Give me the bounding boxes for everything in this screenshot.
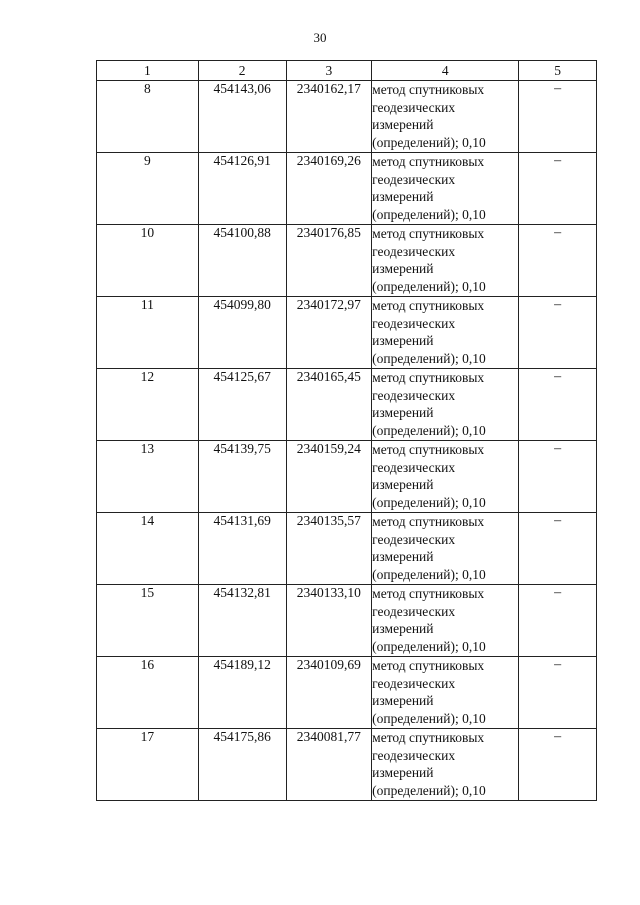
x-coordinate-cell: 454125,67 bbox=[198, 369, 286, 441]
method-cell bbox=[372, 657, 519, 729]
point-number-cell: 9 bbox=[97, 153, 199, 225]
table-row bbox=[97, 441, 597, 513]
point-number-cell: 8 bbox=[97, 81, 199, 153]
method-cell bbox=[372, 585, 519, 657]
x-coordinate-cell: 454132,81 bbox=[198, 585, 286, 657]
column-5-cell: – bbox=[519, 657, 597, 729]
x-coordinate-cell: 454099,80 bbox=[198, 297, 286, 369]
point-number-cell: 16 bbox=[97, 657, 199, 729]
column-5-cell: – bbox=[519, 585, 597, 657]
point-number-cell: 13 bbox=[97, 441, 199, 513]
method-line: (определений); 0,10 bbox=[372, 566, 486, 582]
method-line: метод спутниковых bbox=[372, 154, 485, 169]
table-row bbox=[97, 657, 597, 729]
y-coordinate-cell: 2340159,24 bbox=[286, 441, 372, 513]
y-coordinate-cell: 2340165,45 bbox=[286, 369, 372, 441]
table-body bbox=[97, 61, 597, 801]
method-line: геодезических bbox=[372, 387, 456, 403]
method-line: (определений); 0,10 bbox=[372, 782, 486, 798]
method-line: измерений bbox=[372, 693, 434, 709]
method-line: метод спутниковых bbox=[372, 586, 485, 601]
method-line: измерений bbox=[372, 261, 434, 277]
method-cell bbox=[372, 369, 519, 441]
method-line: (определений); 0,10 bbox=[372, 494, 486, 510]
table-row bbox=[97, 513, 597, 585]
method-line: метод спутниковых bbox=[372, 658, 485, 673]
method-line: геодезических bbox=[372, 603, 456, 619]
column-5-cell: – bbox=[519, 225, 597, 297]
method-line: метод спутниковых bbox=[372, 82, 485, 97]
column-5-cell: – bbox=[519, 369, 597, 441]
method-line: (определений); 0,10 bbox=[372, 206, 486, 222]
method-line: (определений); 0,10 bbox=[372, 278, 486, 294]
method-line: геодезических bbox=[372, 171, 456, 187]
y-coordinate-cell: 2340169,26 bbox=[286, 153, 372, 225]
column-header-3: 3 bbox=[286, 61, 372, 81]
method-line: (определений); 0,10 bbox=[372, 710, 486, 726]
method-line: метод спутниковых bbox=[372, 226, 485, 241]
y-coordinate-cell: 2340133,10 bbox=[286, 585, 372, 657]
point-number-cell: 14 bbox=[97, 513, 199, 585]
method-line: метод спутниковых bbox=[372, 730, 485, 745]
y-coordinate-cell: 2340172,97 bbox=[286, 297, 372, 369]
method-line: метод спутниковых bbox=[372, 442, 485, 457]
method-line: измерений bbox=[372, 621, 434, 637]
page-number: 30 bbox=[313, 30, 327, 45]
point-number-cell: 10 bbox=[97, 225, 199, 297]
method-cell bbox=[372, 513, 519, 585]
coordinates-table bbox=[96, 60, 597, 801]
method-line: (определений); 0,10 bbox=[372, 422, 486, 438]
point-number-cell: 11 bbox=[97, 297, 199, 369]
table-row bbox=[97, 369, 597, 441]
method-line: измерений bbox=[372, 549, 434, 565]
method-line: (определений); 0,10 bbox=[372, 134, 486, 150]
method-line: (определений); 0,10 bbox=[372, 638, 486, 654]
method-line: метод спутниковых bbox=[372, 298, 485, 313]
point-number-cell: 17 bbox=[97, 729, 199, 801]
table-row bbox=[97, 81, 597, 153]
y-coordinate-cell: 2340176,85 bbox=[286, 225, 372, 297]
y-coordinate-cell: 2340081,77 bbox=[286, 729, 372, 801]
column-5-cell: – bbox=[519, 729, 597, 801]
method-line: геодезических bbox=[372, 243, 456, 259]
table-row bbox=[97, 153, 597, 225]
method-line: геодезических bbox=[372, 675, 456, 691]
method-line: измерений bbox=[372, 765, 434, 781]
method-cell bbox=[372, 225, 519, 297]
x-coordinate-cell: 454131,69 bbox=[198, 513, 286, 585]
method-cell bbox=[372, 153, 519, 225]
column-5-cell: – bbox=[519, 513, 597, 585]
method-cell bbox=[372, 297, 519, 369]
table-row bbox=[97, 585, 597, 657]
column-header-1: 1 bbox=[97, 61, 199, 81]
x-coordinate-cell: 454139,75 bbox=[198, 441, 286, 513]
column-5-cell: – bbox=[519, 153, 597, 225]
column-header-4: 4 bbox=[372, 61, 519, 81]
x-coordinate-cell: 454143,06 bbox=[198, 81, 286, 153]
method-line: измерений bbox=[372, 117, 434, 133]
table-row bbox=[97, 225, 597, 297]
column-5-cell: – bbox=[519, 81, 597, 153]
point-number-cell: 12 bbox=[97, 369, 199, 441]
method-line: измерений bbox=[372, 477, 434, 493]
x-coordinate-cell: 454175,86 bbox=[198, 729, 286, 801]
method-line: (определений); 0,10 bbox=[372, 350, 486, 366]
method-cell bbox=[372, 441, 519, 513]
method-cell bbox=[372, 729, 519, 801]
y-coordinate-cell: 2340135,57 bbox=[286, 513, 372, 585]
table-header-row bbox=[97, 61, 597, 81]
method-line: геодезических bbox=[372, 315, 456, 331]
y-coordinate-cell: 2340162,17 bbox=[286, 81, 372, 153]
method-cell bbox=[372, 81, 519, 153]
method-line: метод спутниковых bbox=[372, 514, 485, 529]
x-coordinate-cell: 454126,91 bbox=[198, 153, 286, 225]
point-number-cell: 15 bbox=[97, 585, 199, 657]
method-line: измерений bbox=[372, 333, 434, 349]
method-line: измерений bbox=[372, 405, 434, 421]
x-coordinate-cell: 454100,88 bbox=[198, 225, 286, 297]
method-line: метод спутниковых bbox=[372, 370, 485, 385]
column-5-cell: – bbox=[519, 441, 597, 513]
y-coordinate-cell: 2340109,69 bbox=[286, 657, 372, 729]
method-line: геодезических bbox=[372, 459, 456, 475]
method-line: геодезических bbox=[372, 99, 456, 115]
column-header-2: 2 bbox=[198, 61, 286, 81]
column-5-cell: – bbox=[519, 297, 597, 369]
column-header-5: 5 bbox=[519, 61, 597, 81]
table-row bbox=[97, 729, 597, 801]
table-row bbox=[97, 297, 597, 369]
x-coordinate-cell: 454189,12 bbox=[198, 657, 286, 729]
method-line: измерений bbox=[372, 189, 434, 205]
method-line: геодезических bbox=[372, 747, 456, 763]
method-line: геодезических bbox=[372, 531, 456, 547]
